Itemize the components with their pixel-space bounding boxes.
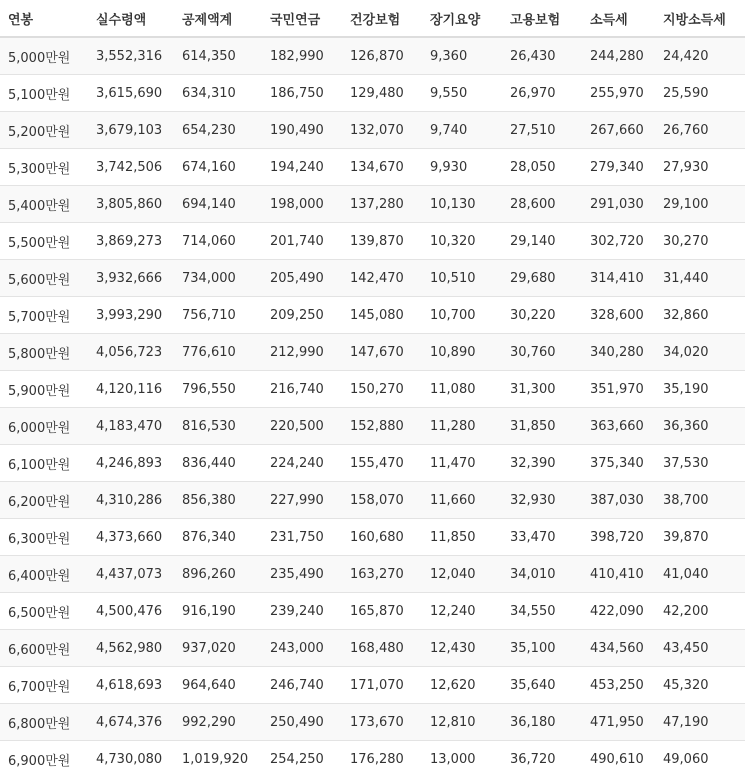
table-row (0, 260, 745, 297)
cell-local-income-tax: 49,060 (655, 741, 745, 778)
table-row (0, 556, 745, 593)
cell-employment-insurance: 30,220 (502, 297, 582, 334)
cell-national-pension: 224,240 (262, 445, 342, 482)
cell-income-tax: 375,340 (582, 445, 655, 482)
cell-long-term-care: 13,000 (422, 741, 502, 778)
cell-health-insurance: 160,680 (342, 519, 422, 556)
table-body (0, 37, 745, 777)
table-row (0, 297, 745, 334)
column-header-long-term-care: 장기요양 (422, 0, 502, 37)
table-row (0, 223, 745, 260)
cell-income-tax: 453,250 (582, 667, 655, 704)
cell-income-tax: 422,090 (582, 593, 655, 630)
cell-employment-insurance: 36,720 (502, 741, 582, 778)
cell-long-term-care: 11,080 (422, 371, 502, 408)
column-header-annual-salary: 연봉 (0, 0, 88, 37)
cell-national-pension: 212,990 (262, 334, 342, 371)
cell-local-income-tax: 25,590 (655, 75, 745, 112)
cell-annual-salary: 5,700만원 (0, 297, 88, 334)
cell-income-tax: 302,720 (582, 223, 655, 260)
cell-annual-salary: 6,100만원 (0, 445, 88, 482)
cell-annual-salary: 5,000만원 (0, 37, 88, 75)
cell-local-income-tax: 38,700 (655, 482, 745, 519)
cell-employment-insurance: 31,850 (502, 408, 582, 445)
cell-long-term-care: 11,850 (422, 519, 502, 556)
cell-long-term-care: 11,660 (422, 482, 502, 519)
cell-income-tax: 255,970 (582, 75, 655, 112)
cell-employment-insurance: 28,050 (502, 149, 582, 186)
cell-local-income-tax: 32,860 (655, 297, 745, 334)
column-header-health-insurance: 건강보험 (342, 0, 422, 37)
cell-total-deduction: 1,019,920 (174, 741, 262, 778)
cell-income-tax: 244,280 (582, 37, 655, 75)
cell-employment-insurance: 33,470 (502, 519, 582, 556)
cell-annual-salary: 5,600만원 (0, 260, 88, 297)
table-row (0, 741, 745, 778)
cell-local-income-tax: 29,100 (655, 186, 745, 223)
cell-national-pension: 239,240 (262, 593, 342, 630)
cell-national-pension: 220,500 (262, 408, 342, 445)
cell-total-deduction: 836,440 (174, 445, 262, 482)
table-row (0, 334, 745, 371)
cell-total-deduction: 876,340 (174, 519, 262, 556)
cell-total-deduction: 992,290 (174, 704, 262, 741)
cell-annual-salary: 6,300만원 (0, 519, 88, 556)
column-header-national-pension: 국민연금 (262, 0, 342, 37)
cell-income-tax: 410,410 (582, 556, 655, 593)
cell-employment-insurance: 26,430 (502, 37, 582, 75)
cell-income-tax: 398,720 (582, 519, 655, 556)
table-row (0, 593, 745, 630)
cell-total-deduction: 896,260 (174, 556, 262, 593)
cell-local-income-tax: 47,190 (655, 704, 745, 741)
cell-annual-salary: 6,900만원 (0, 741, 88, 778)
cell-net-pay: 4,246,893 (88, 445, 174, 482)
cell-net-pay: 4,562,980 (88, 630, 174, 667)
cell-health-insurance: 155,470 (342, 445, 422, 482)
cell-income-tax: 363,660 (582, 408, 655, 445)
cell-national-pension: 254,250 (262, 741, 342, 778)
cell-long-term-care: 9,550 (422, 75, 502, 112)
cell-income-tax: 314,410 (582, 260, 655, 297)
cell-national-pension: 198,000 (262, 186, 342, 223)
column-header-employment-insurance: 고용보험 (502, 0, 582, 37)
cell-employment-insurance: 34,550 (502, 593, 582, 630)
table-row (0, 704, 745, 741)
cell-national-pension: 250,490 (262, 704, 342, 741)
cell-health-insurance: 134,670 (342, 149, 422, 186)
cell-long-term-care: 11,470 (422, 445, 502, 482)
cell-total-deduction: 776,610 (174, 334, 262, 371)
cell-annual-salary: 5,300만원 (0, 149, 88, 186)
cell-local-income-tax: 30,270 (655, 223, 745, 260)
cell-total-deduction: 796,550 (174, 371, 262, 408)
cell-employment-insurance: 27,510 (502, 112, 582, 149)
cell-annual-salary: 5,800만원 (0, 334, 88, 371)
cell-long-term-care: 10,890 (422, 334, 502, 371)
cell-employment-insurance: 29,140 (502, 223, 582, 260)
cell-health-insurance: 152,880 (342, 408, 422, 445)
cell-total-deduction: 674,160 (174, 149, 262, 186)
table-row (0, 630, 745, 667)
cell-net-pay: 4,310,286 (88, 482, 174, 519)
cell-long-term-care: 12,620 (422, 667, 502, 704)
cell-local-income-tax: 24,420 (655, 37, 745, 75)
cell-employment-insurance: 35,640 (502, 667, 582, 704)
cell-net-pay: 4,056,723 (88, 334, 174, 371)
cell-local-income-tax: 39,870 (655, 519, 745, 556)
table-row (0, 186, 745, 223)
cell-net-pay: 4,183,470 (88, 408, 174, 445)
cell-national-pension: 243,000 (262, 630, 342, 667)
cell-national-pension: 186,750 (262, 75, 342, 112)
cell-national-pension: 227,990 (262, 482, 342, 519)
cell-national-pension: 216,740 (262, 371, 342, 408)
cell-local-income-tax: 45,320 (655, 667, 745, 704)
cell-net-pay: 3,552,316 (88, 37, 174, 75)
cell-net-pay: 3,869,273 (88, 223, 174, 260)
cell-total-deduction: 756,710 (174, 297, 262, 334)
cell-total-deduction: 734,000 (174, 260, 262, 297)
cell-net-pay: 3,615,690 (88, 75, 174, 112)
cell-income-tax: 340,280 (582, 334, 655, 371)
cell-employment-insurance: 31,300 (502, 371, 582, 408)
cell-employment-insurance: 36,180 (502, 704, 582, 741)
cell-local-income-tax: 27,930 (655, 149, 745, 186)
cell-long-term-care: 10,510 (422, 260, 502, 297)
cell-net-pay: 3,805,860 (88, 186, 174, 223)
cell-national-pension: 201,740 (262, 223, 342, 260)
cell-long-term-care: 10,700 (422, 297, 502, 334)
cell-annual-salary: 5,900만원 (0, 371, 88, 408)
cell-long-term-care: 12,810 (422, 704, 502, 741)
cell-annual-salary: 6,700만원 (0, 667, 88, 704)
cell-net-pay: 4,618,693 (88, 667, 174, 704)
cell-health-insurance: 137,280 (342, 186, 422, 223)
cell-employment-insurance: 29,680 (502, 260, 582, 297)
cell-local-income-tax: 37,530 (655, 445, 745, 482)
cell-annual-salary: 5,400만원 (0, 186, 88, 223)
cell-local-income-tax: 35,190 (655, 371, 745, 408)
cell-net-pay: 3,679,103 (88, 112, 174, 149)
cell-income-tax: 387,030 (582, 482, 655, 519)
cell-total-deduction: 694,140 (174, 186, 262, 223)
cell-health-insurance: 158,070 (342, 482, 422, 519)
table-row (0, 371, 745, 408)
cell-annual-salary: 6,000만원 (0, 408, 88, 445)
cell-national-pension: 231,750 (262, 519, 342, 556)
cell-health-insurance: 165,870 (342, 593, 422, 630)
cell-total-deduction: 614,350 (174, 37, 262, 75)
cell-total-deduction: 654,230 (174, 112, 262, 149)
cell-national-pension: 182,990 (262, 37, 342, 75)
cell-health-insurance: 132,070 (342, 112, 422, 149)
cell-employment-insurance: 30,760 (502, 334, 582, 371)
cell-net-pay: 4,437,073 (88, 556, 174, 593)
cell-employment-insurance: 28,600 (502, 186, 582, 223)
cell-local-income-tax: 31,440 (655, 260, 745, 297)
cell-net-pay: 4,730,080 (88, 741, 174, 778)
cell-employment-insurance: 34,010 (502, 556, 582, 593)
cell-net-pay: 3,932,666 (88, 260, 174, 297)
cell-health-insurance: 147,670 (342, 334, 422, 371)
table-row (0, 408, 745, 445)
cell-local-income-tax: 41,040 (655, 556, 745, 593)
cell-net-pay: 3,742,506 (88, 149, 174, 186)
cell-employment-insurance: 26,970 (502, 75, 582, 112)
cell-health-insurance: 139,870 (342, 223, 422, 260)
cell-local-income-tax: 36,360 (655, 408, 745, 445)
cell-health-insurance: 126,870 (342, 37, 422, 75)
cell-income-tax: 328,600 (582, 297, 655, 334)
cell-employment-insurance: 32,390 (502, 445, 582, 482)
cell-net-pay: 3,993,290 (88, 297, 174, 334)
cell-national-pension: 209,250 (262, 297, 342, 334)
cell-long-term-care: 9,740 (422, 112, 502, 149)
cell-long-term-care: 12,430 (422, 630, 502, 667)
table-row (0, 37, 745, 75)
cell-long-term-care: 9,930 (422, 149, 502, 186)
cell-health-insurance: 163,270 (342, 556, 422, 593)
cell-national-pension: 190,490 (262, 112, 342, 149)
cell-income-tax: 267,660 (582, 112, 655, 149)
cell-income-tax: 291,030 (582, 186, 655, 223)
cell-total-deduction: 816,530 (174, 408, 262, 445)
column-header-income-tax: 소득세 (582, 0, 655, 37)
cell-health-insurance: 142,470 (342, 260, 422, 297)
cell-net-pay: 4,674,376 (88, 704, 174, 741)
cell-health-insurance: 176,280 (342, 741, 422, 778)
cell-health-insurance: 168,480 (342, 630, 422, 667)
cell-health-insurance: 150,270 (342, 371, 422, 408)
column-header-net-pay: 실수령액 (88, 0, 174, 37)
cell-annual-salary: 5,100만원 (0, 75, 88, 112)
cell-long-term-care: 11,280 (422, 408, 502, 445)
cell-income-tax: 434,560 (582, 630, 655, 667)
cell-employment-insurance: 32,930 (502, 482, 582, 519)
cell-income-tax: 490,610 (582, 741, 655, 778)
table-header (0, 0, 745, 37)
table-row (0, 667, 745, 704)
cell-local-income-tax: 26,760 (655, 112, 745, 149)
cell-total-deduction: 714,060 (174, 223, 262, 260)
cell-annual-salary: 5,500만원 (0, 223, 88, 260)
cell-net-pay: 4,120,116 (88, 371, 174, 408)
cell-annual-salary: 6,200만원 (0, 482, 88, 519)
cell-total-deduction: 964,640 (174, 667, 262, 704)
table-row (0, 149, 745, 186)
cell-total-deduction: 916,190 (174, 593, 262, 630)
cell-total-deduction: 634,310 (174, 75, 262, 112)
cell-long-term-care: 9,360 (422, 37, 502, 75)
cell-net-pay: 4,500,476 (88, 593, 174, 630)
table-row (0, 112, 745, 149)
cell-national-pension: 246,740 (262, 667, 342, 704)
cell-health-insurance: 129,480 (342, 75, 422, 112)
cell-local-income-tax: 43,450 (655, 630, 745, 667)
cell-annual-salary: 6,400만원 (0, 556, 88, 593)
cell-health-insurance: 171,070 (342, 667, 422, 704)
cell-total-deduction: 856,380 (174, 482, 262, 519)
table-row (0, 519, 745, 556)
cell-health-insurance: 173,670 (342, 704, 422, 741)
cell-income-tax: 471,950 (582, 704, 655, 741)
cell-long-term-care: 12,240 (422, 593, 502, 630)
table-row (0, 75, 745, 112)
column-header-local-income-tax: 지방소득세 (655, 0, 745, 37)
cell-long-term-care: 10,320 (422, 223, 502, 260)
table-row (0, 445, 745, 482)
cell-local-income-tax: 34,020 (655, 334, 745, 371)
cell-national-pension: 205,490 (262, 260, 342, 297)
column-header-total-deduction: 공제액계 (174, 0, 262, 37)
cell-long-term-care: 12,040 (422, 556, 502, 593)
cell-employment-insurance: 35,100 (502, 630, 582, 667)
table-row (0, 482, 745, 519)
cell-health-insurance: 145,080 (342, 297, 422, 334)
cell-local-income-tax: 42,200 (655, 593, 745, 630)
cell-long-term-care: 10,130 (422, 186, 502, 223)
cell-income-tax: 279,340 (582, 149, 655, 186)
cell-net-pay: 4,373,660 (88, 519, 174, 556)
cell-annual-salary: 5,200만원 (0, 112, 88, 149)
cell-annual-salary: 6,800만원 (0, 704, 88, 741)
cell-national-pension: 235,490 (262, 556, 342, 593)
cell-total-deduction: 937,020 (174, 630, 262, 667)
header-row (0, 0, 745, 37)
cell-income-tax: 351,970 (582, 371, 655, 408)
cell-national-pension: 194,240 (262, 149, 342, 186)
cell-annual-salary: 6,500만원 (0, 593, 88, 630)
cell-annual-salary: 6,600만원 (0, 630, 88, 667)
